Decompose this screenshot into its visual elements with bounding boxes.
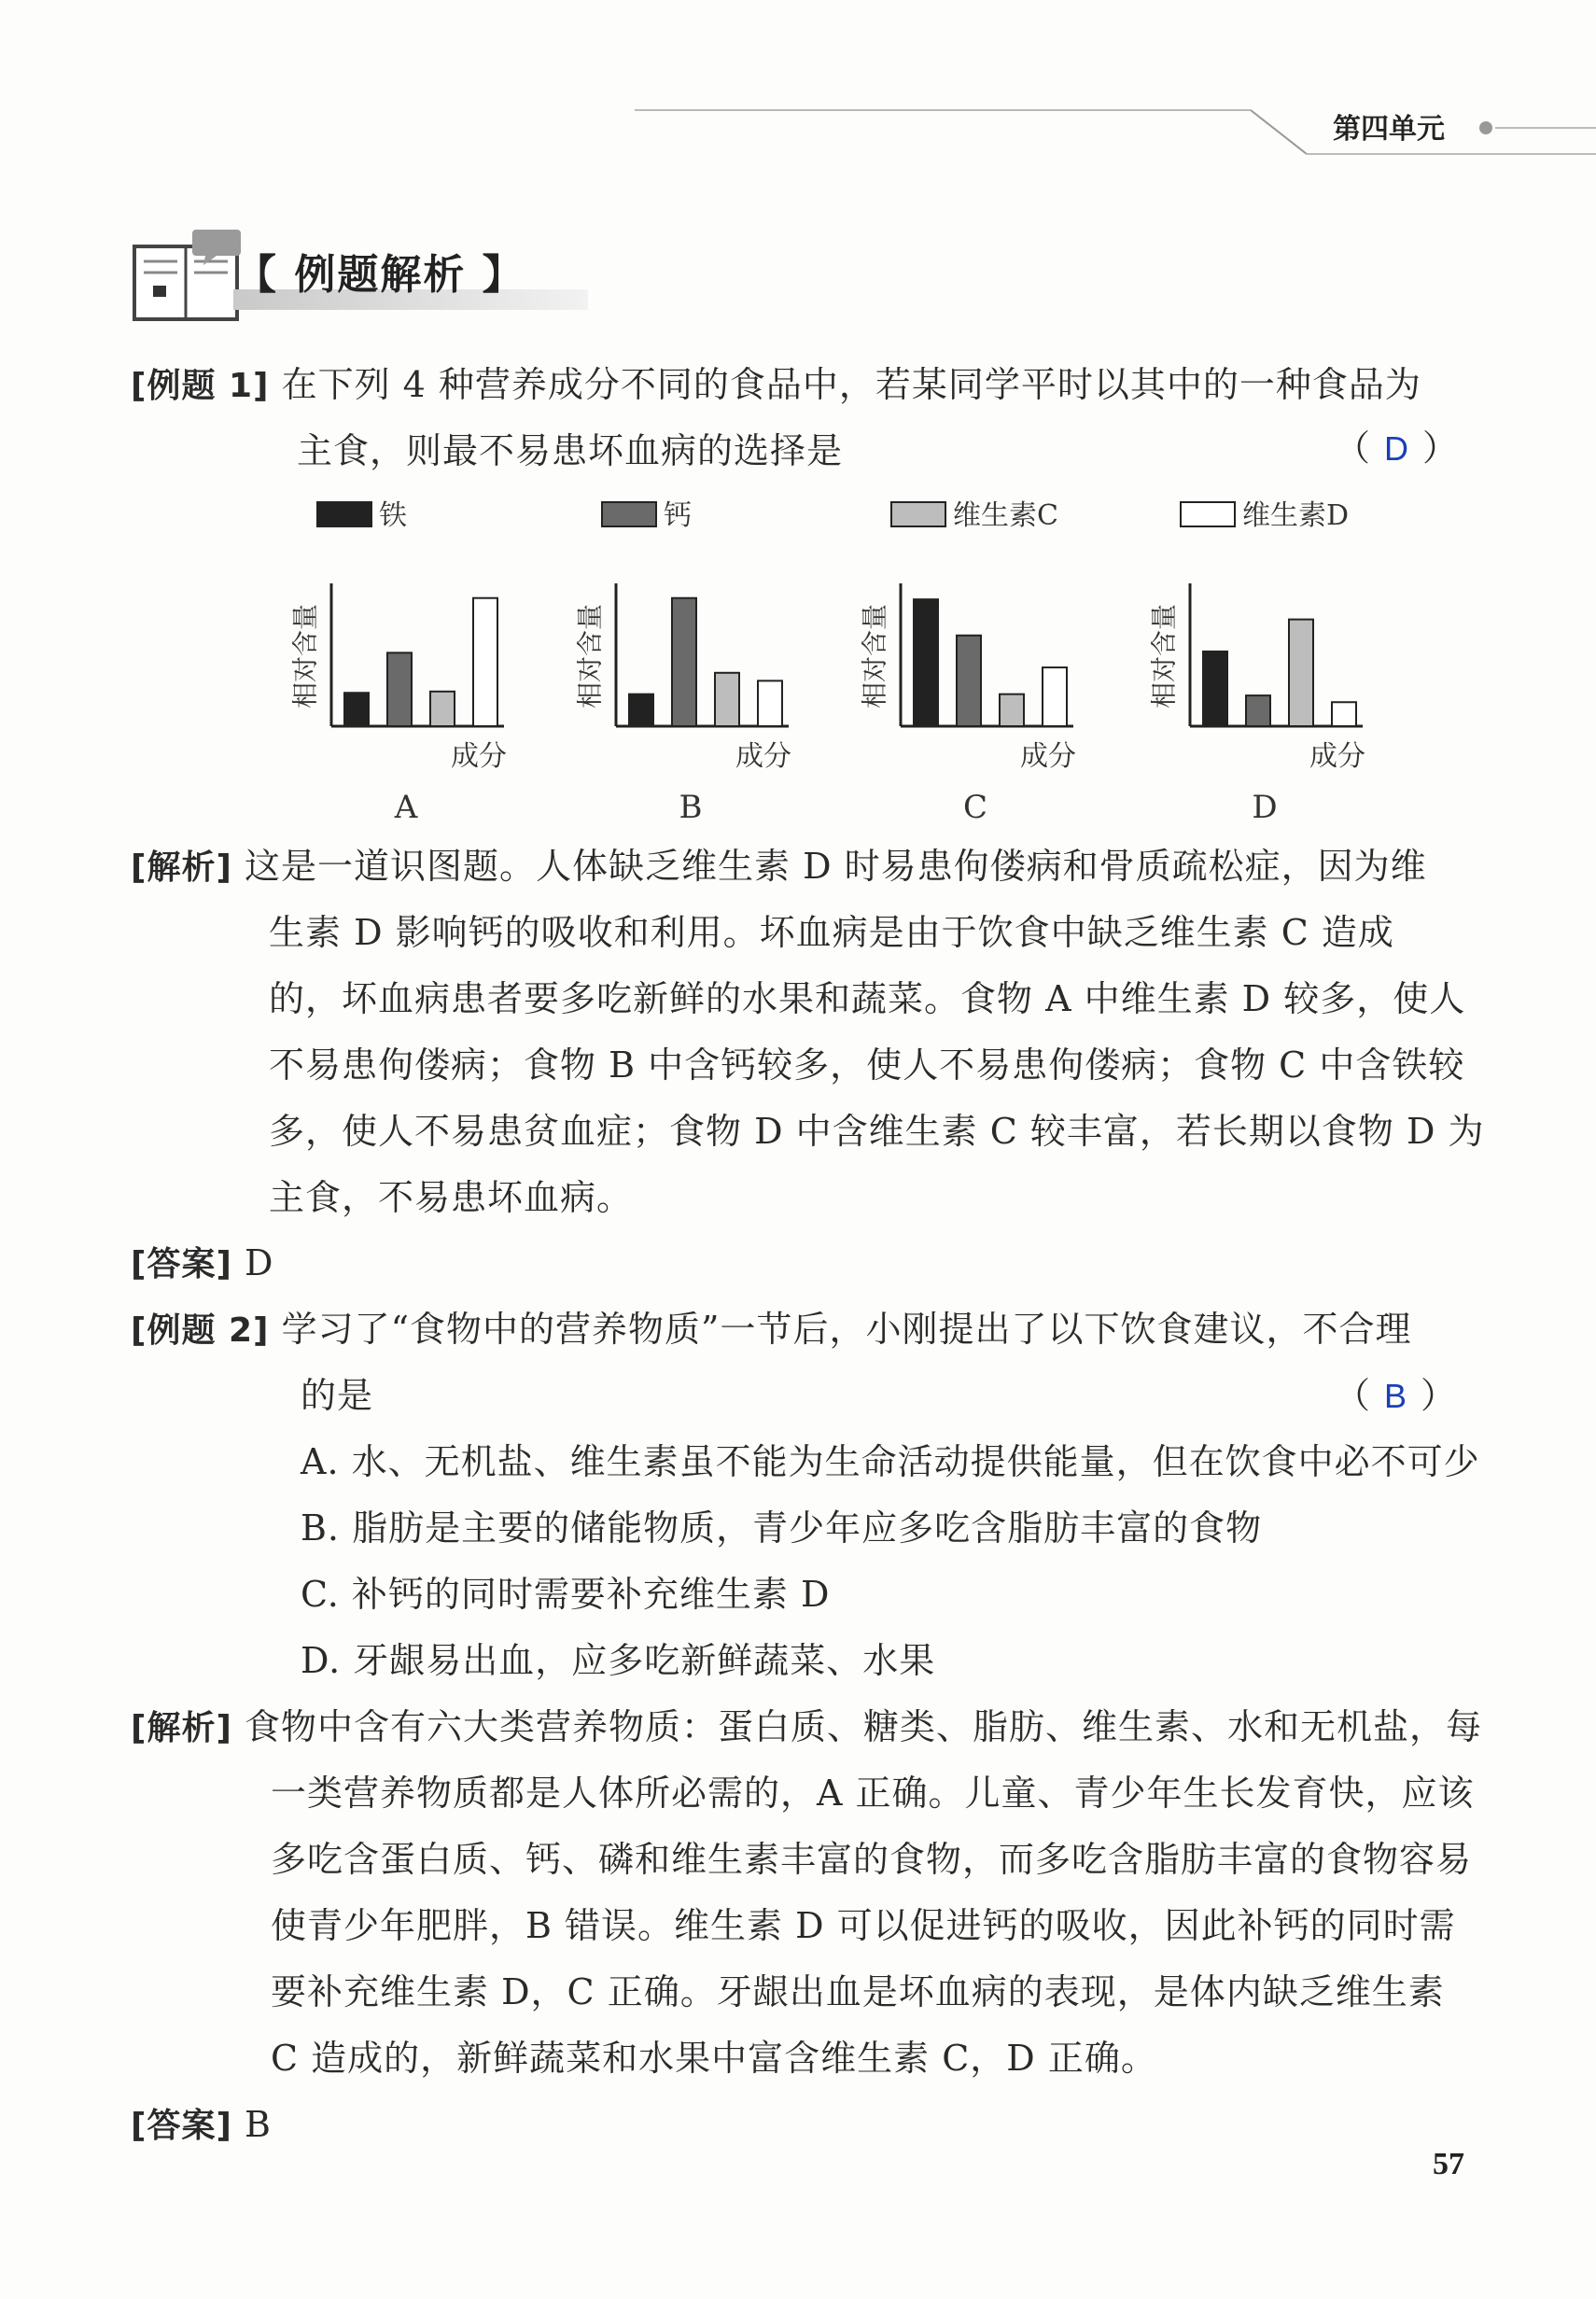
panel-3-bar-3	[1332, 702, 1356, 726]
panel-1-label: B	[679, 789, 703, 821]
analysis-1-line-5: 多，使人不易患贫血症；食物 D 中含维生素 C 较丰富，若长期以食物 D 为	[269, 1111, 1485, 1152]
example-2-line-1	[131, 1303, 1411, 1357]
panel-1-bar-1	[672, 598, 696, 726]
analysis-1-tag: [解析]	[131, 848, 232, 887]
panel-2-bar-0	[914, 599, 938, 726]
example-2-option-d: D. 牙龈易出血，应多吃新鲜蔬菜、水果	[301, 1640, 936, 1681]
legend-label-2: 维生素C	[953, 499, 1058, 532]
panel-0-label: A	[394, 789, 418, 821]
panel-0-bar-3	[473, 598, 497, 726]
example-1-line-1	[131, 358, 1421, 413]
page-number: 57	[1433, 2147, 1464, 2181]
header-decoration	[0, 0, 1596, 187]
example-2-answer-slot: （ B ）	[1335, 1375, 1458, 1416]
example-2-question: 学习了“食物中的营养物质”一节后，小刚提出了以下饮食建议，不合理	[281, 1309, 1412, 1350]
legend-swatch-1	[602, 502, 656, 526]
legend-swatch-2	[891, 502, 945, 526]
example-2-tag: [例题 2]	[131, 1311, 270, 1350]
analysis-2-line-3: 多吃含蛋白质、钙、磷和维生素丰富的食物，而多吃含脂肪丰富的食物容易	[271, 1839, 1473, 1880]
book-icon	[131, 224, 252, 327]
analysis-1-line-6: 主食，不易患坏血病。	[269, 1177, 634, 1218]
legend-label-1: 钙	[664, 499, 692, 532]
example-1-question-cont: 主食，则最不易患坏血病的选择是	[297, 430, 844, 471]
panel-3-bar-2	[1289, 620, 1313, 726]
panel-3-ylabel: 相对含量	[1148, 603, 1180, 709]
panel-3-bar-0	[1203, 652, 1227, 726]
panel-0-bar-2	[430, 692, 455, 726]
panel-2-bar-1	[957, 636, 981, 726]
unit-title: 第四单元	[1333, 113, 1445, 146]
analysis-2-line-4: 使青少年肥胖，B 错误。维生素 D 可以促进钙的吸收，因此补钙的同时需	[271, 1905, 1456, 1946]
answer-2-value: B	[245, 2104, 272, 2145]
section-title: 【 例题解析 】	[235, 251, 525, 299]
panel-1-bar-3	[758, 680, 782, 726]
panel-2-bar-2	[1000, 694, 1024, 726]
panel-0-xlabel: 成分	[451, 740, 507, 773]
analysis-2-line-5: 要补充维生素 D，C 正确。牙龈出血是坏血病的表现，是体内缺乏维生素	[271, 1971, 1445, 2012]
panel-2-xlabel: 成分	[1020, 740, 1076, 773]
legend-swatch-0	[317, 502, 371, 526]
panel-1-ylabel: 相对含量	[574, 603, 606, 709]
answer-1	[131, 1237, 273, 1291]
example-1-answer-slot: （ D ）	[1335, 428, 1460, 469]
analysis-2-line-2: 一类营养物质都是人体所必需的，A 正确。儿童、青少年生长发育快，应该	[271, 1773, 1475, 1814]
panel-0-bar-0	[344, 693, 369, 726]
analysis-1-line-4: 不易患佝偻病；食物 B 中含钙较多，使人不易患佝偻病；食物 C 中含铁较	[269, 1044, 1465, 1086]
nutrient-bar-charts	[280, 485, 1493, 821]
example-2-option-c: C. 补钙的同时需要补充维生素 D	[301, 1574, 831, 1615]
answer-2-tag: [答案]	[131, 2107, 232, 2145]
answer-1-tag: [答案]	[131, 1245, 232, 1283]
example-2-answer: B	[1384, 1377, 1408, 1415]
panel-3-xlabel: 成分	[1309, 740, 1365, 773]
panel-2-bar-3	[1043, 667, 1067, 726]
panel-2-ylabel: 相对含量	[859, 603, 890, 709]
analysis-1-line-2: 生素 D 影响钙的吸收和利用。坏血病是由于饮食中缺乏维生素 C 造成	[269, 912, 1394, 953]
panel-1-bar-0	[629, 694, 653, 726]
legend-swatch-3	[1181, 502, 1235, 526]
analysis-1-line-1: [解析] 这是一道识图题。人体缺乏维生素 D 时易患佝偻病和骨质疏松症，因为维	[131, 846, 1427, 887]
panel-0-ylabel: 相对含量	[289, 603, 321, 709]
example-2-question-cont: 的是	[301, 1375, 374, 1416]
example-1-answer: D	[1384, 429, 1410, 468]
answer-2	[131, 2098, 272, 2152]
legend-label-0: 铁	[379, 499, 407, 532]
example-2-option-a: A. 水、无机盐、维生素虽不能为生命活动提供能量，但在饮食中必不可少	[301, 1441, 1480, 1482]
panel-1-bar-2	[715, 673, 739, 726]
example-1-tag: [例题 1]	[131, 367, 270, 405]
analysis-2-line-6: C 造成的，新鲜蔬菜和水果中富含维生素 C，D 正确。	[271, 2038, 1157, 2079]
example-2-option-b: B. 脂肪是主要的储能物质，青少年应多吃含脂肪丰富的食物	[301, 1507, 1263, 1549]
panel-2-label: C	[962, 789, 988, 821]
panel-3-bar-1	[1246, 695, 1270, 726]
example-1-question: 在下列 4 种营养成分不同的食品中，若某同学平时以其中的一种食品为	[281, 364, 1421, 405]
answer-1-value: D	[245, 1242, 274, 1283]
analysis-1-line-3: 的，坏血病患者要多吃新鲜的水果和蔬菜。食物 A 中维生素 D 较多，使人	[269, 978, 1466, 1019]
legend-label-3: 维生素D	[1242, 499, 1350, 532]
panel-0-bar-1	[387, 652, 412, 726]
analysis-2-line-1: [解析] 食物中含有六大类营养物质：蛋白质、糖类、脂肪、维生素、水和无机盐，每	[131, 1706, 1483, 1747]
panel-1-xlabel: 成分	[735, 740, 791, 773]
analysis-2-tag: [解析]	[131, 1709, 232, 1747]
panel-3-label: D	[1252, 789, 1278, 821]
